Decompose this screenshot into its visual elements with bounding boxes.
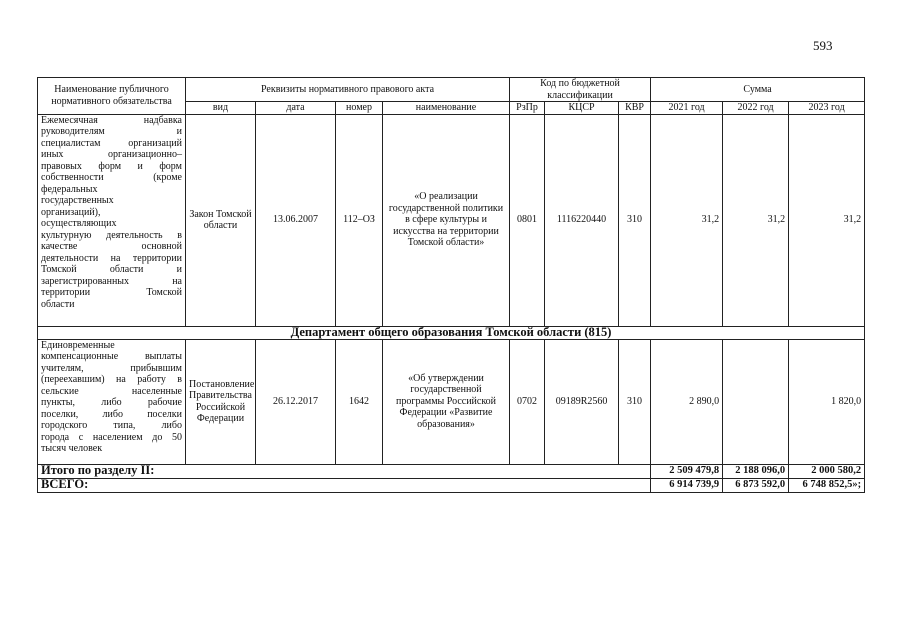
sum-2022: 31,2 xyxy=(723,114,789,326)
header-kvr: КВР xyxy=(619,102,651,115)
description-line: деятельности на территории xyxy=(41,252,182,264)
code-rzpr: 0702 xyxy=(510,339,545,464)
total-section-2022: 2 188 096,0 xyxy=(723,464,789,478)
description-line: компенсационные выплаты xyxy=(41,351,182,362)
description-line: сельские населенные xyxy=(41,385,182,397)
description-line: пункты, либо рабочие xyxy=(41,397,182,408)
table-row xyxy=(38,339,865,464)
header-year-2021: 2021 год xyxy=(651,102,723,115)
description-line: поселки, либо поселки xyxy=(41,408,182,420)
act-number: 112–ОЗ xyxy=(336,114,383,326)
description-line: учителям, прибывшим xyxy=(41,362,182,374)
description-line: специалистам организаций xyxy=(41,137,182,149)
budget-table xyxy=(37,77,865,493)
total-section-label: Итого по разделу II: xyxy=(38,464,651,478)
description-line: тысяч человек xyxy=(41,443,103,454)
act-type: Закон Томской области xyxy=(186,114,256,326)
description-line: Единовременные xyxy=(41,339,115,351)
header-date: дата xyxy=(256,102,336,115)
total-section-2023: 2 000 580,2 xyxy=(789,464,865,478)
act-name: «О реализации государственной политики в сфере культуры и искусства на территории Томской области» xyxy=(383,114,510,326)
act-type: Постановление Правительства Российской Федерации xyxy=(186,339,256,464)
code-kcsr: 1116220440 xyxy=(545,114,619,326)
total-row xyxy=(38,478,865,492)
description-line: города с населением до 50 xyxy=(41,431,182,443)
description-line: территории Томской xyxy=(41,287,182,298)
header-name: наименование xyxy=(383,102,510,115)
description-line: государственных xyxy=(41,195,114,206)
description-line: федеральных xyxy=(41,183,98,195)
grand-total-2023: 6 748 852,5»; xyxy=(789,478,865,492)
description-line: собственности (кроме xyxy=(41,172,182,183)
act-name: «Об утверждении государственной программы Российской Федерации «Развитие образования» xyxy=(383,339,510,464)
description-line: правовых форм и форм xyxy=(41,160,182,172)
obligation-description xyxy=(38,339,186,464)
description-line: области xyxy=(41,298,75,310)
header-sum: Сумма xyxy=(651,78,865,102)
sum-2023: 31,2 xyxy=(789,114,865,326)
grand-total-2022: 6 873 592,0 xyxy=(723,478,789,492)
header-rzpr: РзПр xyxy=(510,102,545,115)
sum-2022 xyxy=(723,339,789,464)
sum-2021: 2 890,0 xyxy=(651,339,723,464)
sum-2023: 1 820,0 xyxy=(789,339,865,464)
description-line: иных организационно– xyxy=(41,149,182,160)
act-number: 1642 xyxy=(336,339,383,464)
grand-total-label: ВСЕГО: xyxy=(38,478,651,492)
description-line: руководителям и xyxy=(41,126,182,137)
code-rzpr: 0801 xyxy=(510,114,545,326)
total-section-2021: 2 509 479,8 xyxy=(651,464,723,478)
grand-total-2021: 6 914 739,9 xyxy=(651,478,723,492)
code-kvr: 310 xyxy=(619,114,651,326)
department-heading: Департамент общего образования Томской области (815) xyxy=(38,326,865,339)
header-vid: вид xyxy=(186,102,256,115)
description-line: городского типа, либо xyxy=(41,420,182,431)
header-obligation-name: Наименование публичного нормативного обязательства xyxy=(38,78,186,115)
header-year-2022: 2022 год xyxy=(723,102,789,115)
header-kcsr: КЦСР xyxy=(545,102,619,115)
description-line: осуществляющих xyxy=(41,218,117,229)
page-number: 593 xyxy=(813,38,833,53)
header-year-2023: 2023 год xyxy=(789,102,865,115)
description-line: Томской области и xyxy=(41,264,182,275)
act-date: 26.12.2017 xyxy=(256,339,336,464)
header-number: номер xyxy=(336,102,383,115)
sum-2021: 31,2 xyxy=(651,114,723,326)
description-line: организаций), xyxy=(41,206,101,218)
total-row xyxy=(38,464,865,478)
code-kcsr: 09189R2560 xyxy=(545,339,619,464)
description-line: Ежемесячная надбавка xyxy=(41,114,182,126)
obligation-description xyxy=(38,114,186,326)
code-kvr: 310 xyxy=(619,339,651,464)
act-date: 13.06.2007 xyxy=(256,114,336,326)
description-line: зарегистрированных на xyxy=(41,275,182,287)
table-row xyxy=(38,114,865,326)
description-line: (переехавшим) на работу в xyxy=(41,374,182,385)
description-line: качестве основной xyxy=(41,241,182,252)
header-act-details: Реквизиты нормативного правового акта xyxy=(186,78,510,102)
header-budget-code: Код по бюджетной классификации xyxy=(510,78,651,102)
description-line: культурную деятельность в xyxy=(41,229,182,241)
